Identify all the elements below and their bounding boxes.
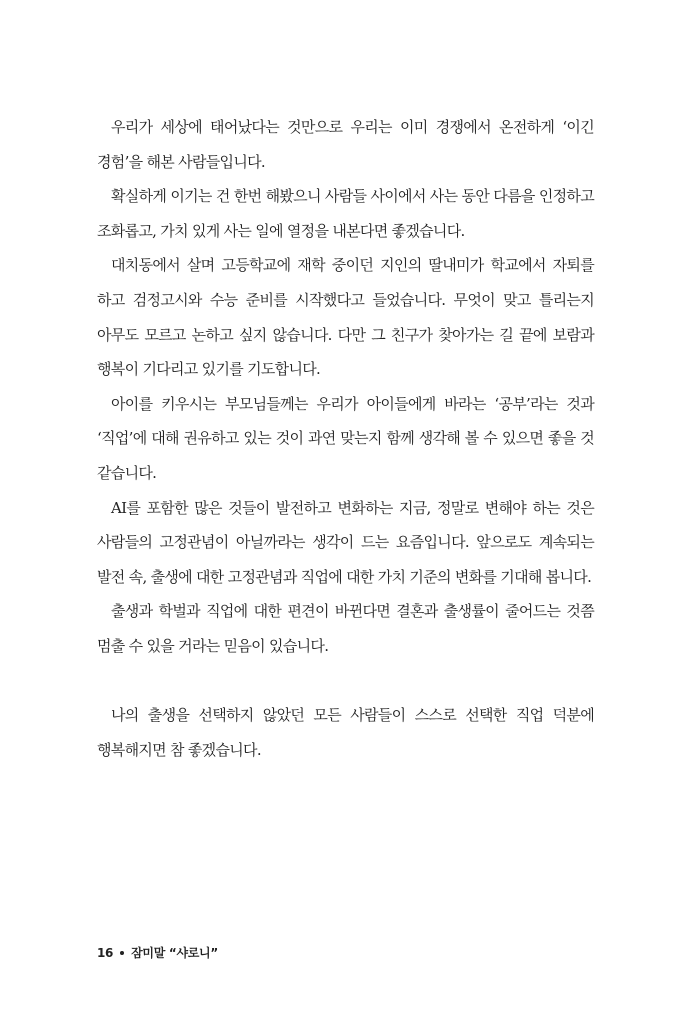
paragraph-7: 나의 출생을 선택하지 않았던 모든 사람들이 스스로 선택한 직업 덕분에 행복해지면 참 좋겠습니다. xyxy=(97,706,594,759)
paragraph-4: 아이를 키우시는 부모님들께는 우리가 아이들에게 바라는 ‘공부’라는 것과 ‘직업’에 대해 권유하고 있는 것이 과연 맞는지 함께 생각해 볼 수 있으면 좋을 것 같습니다. xyxy=(97,394,594,482)
page-number: 16 xyxy=(97,945,114,960)
body-text xyxy=(97,110,594,767)
book-title: 잠미말 “샤로니” xyxy=(131,946,218,960)
paragraph-6: 출생과 학벌과 직업에 대한 편견이 바뀐다면 결혼과 출생률이 줄어드는 것쯤 멈출 수 있을 거라는 믿음이 있습니다. xyxy=(97,602,594,655)
bullet-separator-icon xyxy=(120,951,124,955)
page-footer xyxy=(97,944,218,961)
paragraph-3: 대치동에서 살며 고등학교에 재학 중이던 지인의 딸내미가 학교에서 자퇴를 하고 검정고시와 수능 준비를 시작했다고 들었습니다. 무엇이 맞고 틀리는지 아무도 모르고 논하고 싶지 않습니다. 다만 그 친구가 찾아가는 길 끝에 보람과 행복이 기다리고 있기를 기도합니다. xyxy=(97,256,594,379)
paragraph-2: 확실하게 이기는 건 한번 해봤으니 사람들 사이에서 사는 동안 다름을 인정하고 조화롭고, 가치 있게 사는 일에 열정을 내본다면 좋겠습니다. xyxy=(97,187,594,240)
paragraph-5: AI를 포함한 많은 것들이 발전하고 변화하는 지금, 정말로 변해야 하는 것은 사람들의 고정관념이 아닐까라는 생각이 드는 요즘입니다. 앞으로도 계속되는 발전 속, 출생에 대한 고정관념과 직업에 대한 가치 기준의 변화를 기대해 봅니다. xyxy=(97,498,594,586)
paragraph-1: 우리가 세상에 태어났다는 것만으로 우리는 이미 경쟁에서 온전하게 ‘이긴 경험’을 해본 사람들입니다. xyxy=(97,118,594,171)
